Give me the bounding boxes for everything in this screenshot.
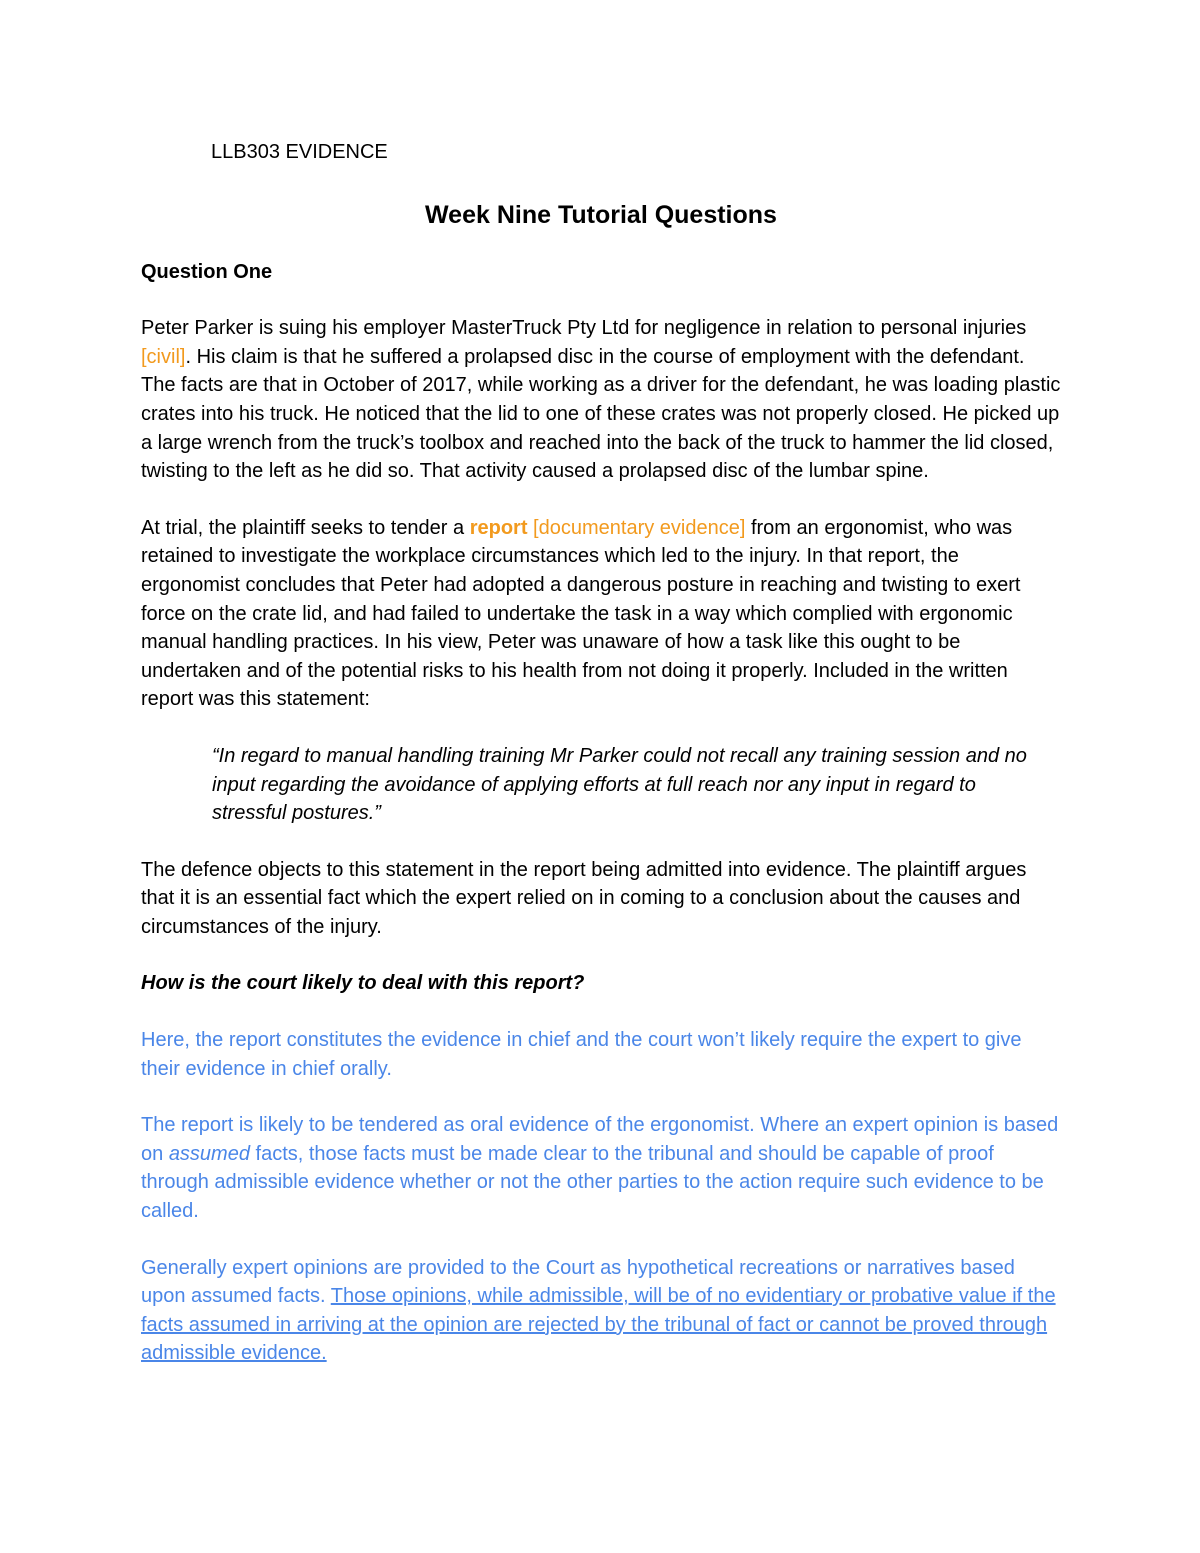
answer-paragraph-3: Generally expert opinions are provided to the Court as hypothetical recreations or narratives based upon assumed facts. Those opinions, while admissible, will be of no evidentiary or probative value if the facts assumed in arriving at the opinion are rejected by the tribunal of fact or cannot be proved through admissible evidence. [141, 1256, 1056, 1365]
report-quote: “In regard to manual handling training Mr Parker could not recall any training session and no input regarding the avoidance of applying efforts at full reach nor any input in regard to stressful postures.” [212, 744, 1027, 825]
tutorial-question: How is the court likely to deal with this report? [141, 972, 585, 995]
answer-paragraph-2: The report is likely to be tendered as oral evidence of the ergonomist. Where an expert opinion is based on assumed facts, those facts must be made clear to the tribunal and should be capable of proof through admissible evidence whether or not the other parties to the action require such evidence to be called. [141, 1114, 1059, 1223]
documentary-evidence-tag: [documentary evidence] [527, 516, 746, 539]
course-code: LLB303 EVIDENCE [211, 141, 388, 163]
facts-paragraph-3: The defence objects to this statement in the report being admitted into evidence. The plaintiff argues that it is an essential fact which the expert relied on in coming to a conclusion about the causes and circumstances of the injury. [141, 858, 1027, 938]
facts-paragraph-1: Peter Parker is suing his employer MasterTruck Pty Ltd for negligence in relation to personal injuries [civil]. His claim is that he suffered a prolapsed disc in the course of employment with the defendant. The facts are that in October of 2017, while working as a driver for the defendant, he was loading plastic crates into his truck. He noticed that the lid to one of these crates was not properly closed. He picked up a large wrench from the truck’s toolbox and reached into the back of the truck to hammer the lid closed, twisting to the left as he did so. That activity caused a prolapsed disc of the lumbar spine. [141, 317, 1061, 483]
underlined-passage: Those opinions, while admissible, will be of no evidentiary or probative value if the facts assumed in arriving at the opinion are rejected by the tribunal of fact or cannot be proved through admissible evidence. [141, 1285, 1056, 1365]
assumed-emphasis: assumed [168, 1142, 250, 1165]
answer-paragraph-1: Here, the report constitutes the evidence in chief and the court won’t likely require the expert to give their evidence in chief orally. [141, 1029, 1022, 1080]
page-title: Week Nine Tutorial Questions [425, 200, 777, 229]
document-page [141, 138, 1061, 1368]
question-heading: Question One [141, 260, 273, 283]
facts-paragraph-2: At trial, the plaintiff seeks to tender a report [documentary evidence] from an ergonomist, who was retained to investigate the workplace circumstances which led to the injury. In that report, the ergonomist concludes that Peter had adopted a dangerous posture in reaching and twisting to exert force on the crate lid, and had failed to undertake the task in a way which complied with ergonomic manual handling practices. In his view, Peter was unaware of how a task like this ought to be undertaken and of the potential risks to his health from not doing it properly. Included in the written report was this statement: [141, 516, 1021, 711]
report-keyword: report [469, 516, 528, 539]
civil-tag: [civil] [141, 345, 186, 368]
